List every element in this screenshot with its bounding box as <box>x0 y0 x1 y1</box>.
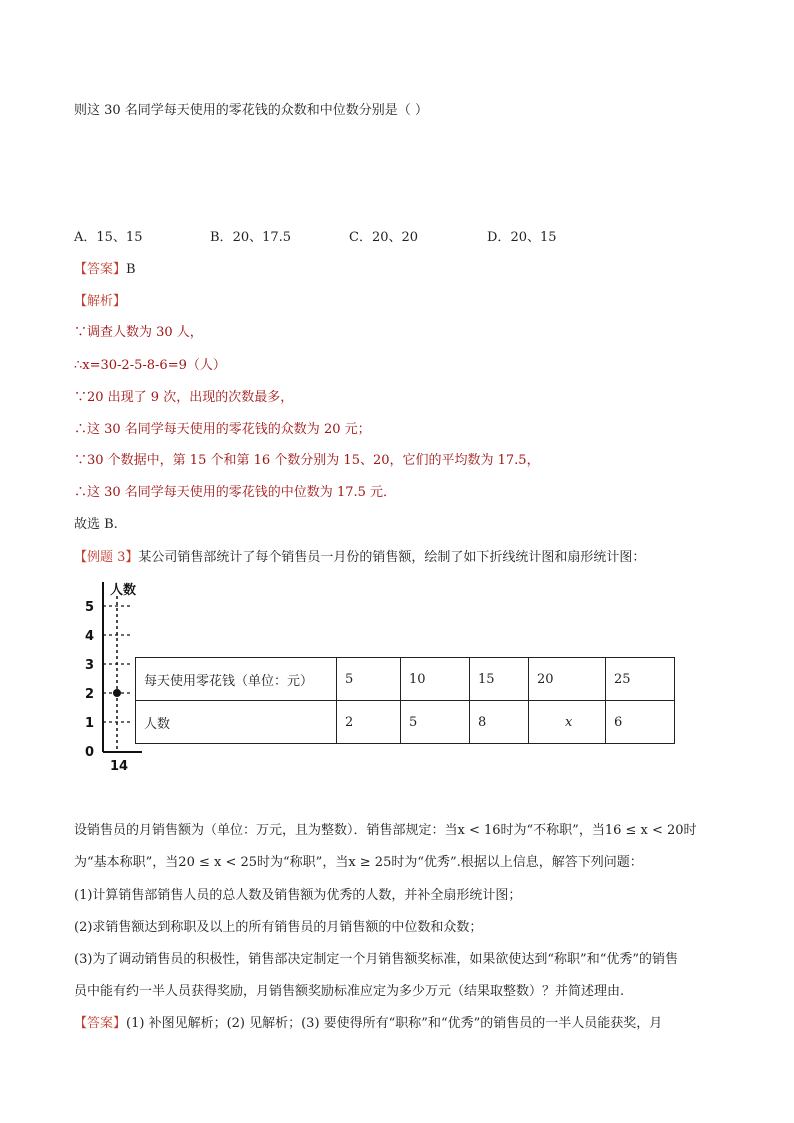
y-tick-4 <box>85 629 130 644</box>
table-cell: 20 <box>529 658 606 701</box>
table-cell: 5 <box>401 701 470 744</box>
y-tick-label: 2 <box>85 687 95 702</box>
analysis-tag: 【解析】 <box>74 294 127 309</box>
option-a-text: 15、15 <box>96 230 143 245</box>
example-tag: 【例题 3】 <box>74 550 139 565</box>
y-tick-3 <box>85 658 130 673</box>
y-tick-2 <box>85 687 130 702</box>
conclusion-line: 故选 B. <box>74 517 118 532</box>
option-b-text: 20、17.5 <box>232 230 292 245</box>
body-line: (1)计算销售部销售人员的总人数及销售额为优秀的人数，并补全扇形统计图； <box>74 888 522 903</box>
final-answer-line <box>74 1014 662 1034</box>
table-header-cell: 每天使用零花钱（单位：元） <box>136 658 337 701</box>
body-line: 设销售员的月销售额为（单位：万元，且为整数）．销售部规定：当x < 16时为“不称职”，当16 ≤ x < 20时 <box>74 823 697 838</box>
option-d-letter: D． <box>487 230 511 245</box>
option-a[interactable] <box>74 228 142 248</box>
table-cell: 6 <box>606 701 675 744</box>
solution-line: ∴这 30 名同学每天使用的零花钱的众数为 20 元； <box>74 422 371 437</box>
table-cell: 2 <box>337 701 401 744</box>
body-line: (3)为了调动销售员的积极性，销售部决定制定一个月销售额奖标准，如果欲使达到“称职”和“优秀”的销售 <box>74 952 678 967</box>
answer-value: B <box>126 262 136 277</box>
table-cell: x <box>529 701 606 744</box>
table-row <box>136 701 675 744</box>
data-point <box>113 689 121 697</box>
answer-line <box>74 260 136 280</box>
table-cell: 25 <box>606 658 675 701</box>
example-heading <box>74 548 645 568</box>
question-line: 则这 30 名同学每天使用的零花钱的众数和中位数分别是（ ） <box>74 103 428 118</box>
line-chart-fragment <box>82 582 142 772</box>
allowance-table <box>135 657 675 744</box>
solution-line: ∴这 30 名同学每天使用的零花钱的中位数为 17.5 元． <box>74 485 397 500</box>
table-row <box>136 658 675 701</box>
y-tick-label: 3 <box>85 658 95 673</box>
option-c[interactable] <box>349 228 418 248</box>
final-answer-text: (1) 补图见解析；(2) 见解析；(3) 要使得所有“职称”和“优秀”的销售员的一半人员能获奖，月 <box>126 1016 663 1031</box>
solution-line: ∴x=30-2-5-8-6=9（人） <box>74 358 226 373</box>
solution-line: ∵30 个数据中，第 15 个和第 16 个数分别为 15、20，它们的平均数为 17.5， <box>74 453 540 468</box>
table-cell: 5 <box>337 658 401 701</box>
body-line: (2)求销售额达到称职及以上的所有销售员的月销售额的中位数和众数； <box>74 920 483 935</box>
option-c-text: 20、20 <box>371 230 419 245</box>
final-answer-tag: 【答案】 <box>74 1016 127 1031</box>
solution-line: ∵20 出现了 9 次，出现的次数最多， <box>74 390 294 405</box>
example-text: 某公司销售部统计了每个销售员一月份的销售额，绘制了如下折线统计图和扇形统计图： <box>138 550 646 565</box>
table-cell: 15 <box>470 658 529 701</box>
solution-line: ∵调查人数为 30 人， <box>74 325 203 340</box>
y-tick-label: 5 <box>85 600 95 615</box>
option-b[interactable] <box>210 228 291 248</box>
x-tick-label: 14 <box>110 759 129 774</box>
option-d[interactable] <box>487 228 557 248</box>
body-line: 为“基本称职”，当20 ≤ x < 25时为“称职”，当x ≥ 25时为“优秀”.根据以上信息，解答下列问题： <box>74 855 643 870</box>
y-tick-1 <box>85 716 130 731</box>
table-header-cell: 人数 <box>136 701 337 744</box>
answer-tag: 【答案】 <box>74 262 127 277</box>
y-axis-title: 人数 <box>110 583 137 598</box>
option-d-text: 20、15 <box>510 230 557 245</box>
option-b-letter: B． <box>210 230 233 245</box>
option-a-letter: A． <box>74 230 97 245</box>
table-cell: 8 <box>470 701 529 744</box>
table-cell: 10 <box>401 658 470 701</box>
option-c-letter: C． <box>349 230 372 245</box>
y-tick-5 <box>85 600 130 615</box>
y-tick-label: 4 <box>85 629 95 644</box>
body-line: 员中能有约一半人员获得奖励，月销售额奖励标准应定为多少万元（结果取整数）？并简述理由. <box>74 984 625 999</box>
y-tick-label: 0 <box>85 745 95 760</box>
y-tick-label: 1 <box>85 716 95 731</box>
